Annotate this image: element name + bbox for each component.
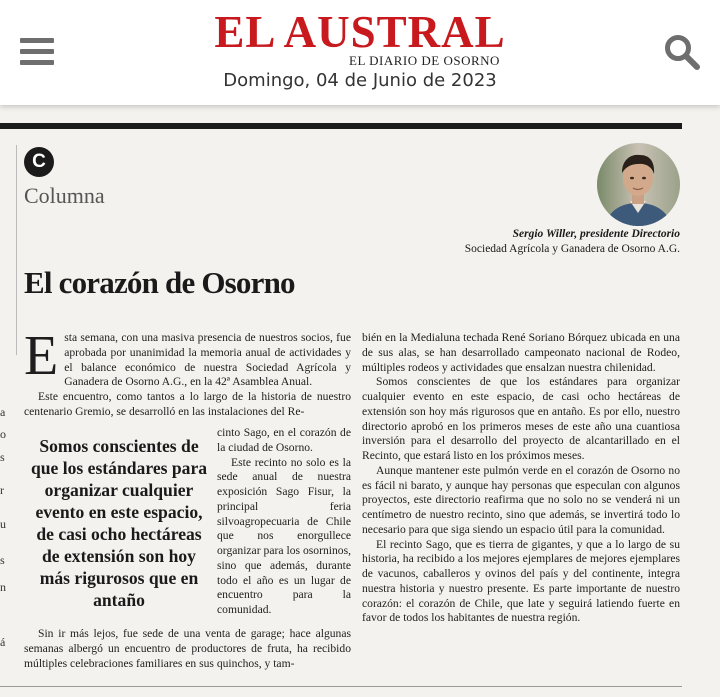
newspaper-page: a o s r u s n á C Columna Sergio Willer, presidente Directorio Sociedad Agrícola y Ganadera de Osorno A.G. El corazón de Osorno Esta semana, con una masiva presencia de nuestros socios, fue aprobada por unanimidad la memoria anual de actividades y el balance económico de nuestra Sociedad Agrícola y Ganadera de Osorno A.G., en la 42ª Asamblea Anual. Este encuentro, como tantos a lo largo de la historia de nuestro centenario Gremio, se desarrolló en las instalaciones del Re- Somos conscientes de que los estándares para organizar cualquier evento en este espacio, de casi ocho hectáreas de extensión son hoy más rigurosos que en antaño cinto Sago, en el corazón de la ciudad de Osorno. Este recinto no solo es la sede anual de nuestra exposición Sago Fisur, la principal feria silvoagropecuaria de Chile que nos enorgullece organizar para los osorninos, sino que además, durante todo el año es un lugar de encuentro para la comunidad. Sin ir más lejos, fue sede de una venta de garage; hace algunas semanas albergó un encuentro de productores de fruta, ha recibido múltiples celebraciones familiares en sus quinchos, y tam- bién en la Medialuna techada René Soriano Bórquez ubicada en una de sus alas, se han desarrollado campeonato nacional de Rodeo, múltiples rodeos y actividades que ensalzan nuestra chilenidad. Somos conscientes de que los estándares para organizar cualquier evento en este espacio, de casi ocho hectáreas de extensión son hoy más rigurosos que en antaño. Es por ello, nuestro directorio aprobó en los primeros meses de este año una cuantiosa inversión para el desarrollo del proyecto de alcantarillado en el Recinto, que estará listo en los próximos meses. Aunque mantener este pulmón verde en el corazón de Osorno no es fácil ni barato, y aunque hay personas que especulan con algunos proyectos, este directorio reafirma que no solo no se venderá ni un centímetro de nuestro recinto, sino que además, se invertirá todo lo necesario para que siga siendo un espacio útil para la comunidad. El recinto Sago, que es tierra de gigantes, y que a lo largo de su historia, ha recibido a los mejores ejemplares de mejores ejemplares de vacunos, caballeros y ovinos del país y del continente, integra nuestra historia y nuestro presente. Es parte importante de nuestro corazón: el corazón de Chile, que late y seguirá latiendo fuerte en favor de todos los habitantes de nuestra región. (0, 105, 720, 697)
app-header (0, 0, 720, 105)
article-title: El corazón de Osorno (24, 265, 295, 300)
author-name: Sergio Willer, presidente Directorio (512, 228, 680, 240)
paragraph: Somos conscientes de que los estándares para organizar cualquier evento en este espacio, de casi ocho hectáreas de extensión son hoy más rigurosos que en antaño. Es por ello, nuestro directorio aprobó en los primeros meses de este año una cuantiosa inversión para el desarrollo del proyecto de alcantarillado en el Recinto, que estará listo en los próximos meses. (362, 375, 680, 462)
section-label: Columna (24, 183, 105, 208)
paragraph: Este encuentro, como tantos a lo largo de la historia de nuestro centenario Gremio, se desarrolló en las instalaciones del Re- (24, 390, 351, 418)
author-photo (597, 143, 680, 226)
paragraph: Aunque mantener este pulmón verde en el corazón de Osorno no es fácil ni barato, y aunque hay personas que especulan con algunos proyectos, este directorio reafirma que no solo no se venderá ni un centímetro de nuestro recinto, sino que además, se invertirá todo lo necesario para que siga siendo un espacio útil para la comunidad. (362, 463, 680, 536)
paragraph: Este recinto no solo es la sede anual de nuestra exposición Sago Fisur, la principal feria silvoagropecuaria de Chile que nos enorgullece organizar para los osorninos, sino que además, durante todo el año es un lugar de encuentro para la comunidad. (217, 455, 351, 616)
column-divider (16, 145, 17, 355)
article-column-narrow (217, 426, 351, 618)
article-column-left (24, 325, 351, 420)
article-column-right (362, 331, 680, 626)
paragraph: El recinto Sago, que es tierra de gigantes, y que a lo largo de su historia, ha recibido a los mejores ejemplares de mejores ejemplares de vacunos, caballeros y ovinos del país y del continente, integra nuestra historia y nuestro presente. Es parte importante de nuestro corazón: el corazón de Chile, que late y seguirá latiendo fuerte en favor de todos los habitantes de nuestra región. (362, 537, 680, 625)
paragraph: Sin ir más lejos, fue sede de una venta de garage; hace algunas semanas albergó un encuentro de productores de fruta, ha recibido múltiples celebraciones familiares en sus quinchos, y tam- (24, 627, 351, 670)
paragraph: Esta semana, con una masiva presencia de nuestros socios, fue aprobada por unanimidad la memoria anual de actividades y el balance económico de nuestra Sociedad Agrícola y Ganadera de Osorno A.G., en la 42ª Asamblea Anual. (24, 325, 351, 389)
paragraph: cinto Sago, en el corazón de la ciudad de Osorno. (217, 426, 351, 454)
column-icon: C (24, 147, 54, 177)
search-icon[interactable] (663, 33, 701, 71)
masthead (0, 8, 720, 56)
drop-cap: E (24, 325, 59, 387)
byline (465, 227, 680, 257)
brand-logo[interactable]: EL AUSTRAL (214, 7, 506, 57)
top-rule (0, 123, 682, 129)
paragraph: bién en la Medialuna techada René Soriano Bórquez ubicada en una de sus alas, se han desarrollado campeonato nacional de Rodeo, múltiples rodeos y actividades que ensalzan nuestra chilenidad. (362, 331, 680, 374)
brand-subtitle: EL DIARIO DE OSORNO (349, 53, 500, 68)
article-column-left-bottom (24, 627, 351, 671)
edition-date: Domingo, 04 de Junio de 2023 (223, 70, 497, 91)
author-organization: Sociedad Agrícola y Ganadera de Osorno A.G. (464, 243, 680, 255)
bottom-rule (0, 686, 682, 687)
pull-quote: Somos conscientes de que los estándares para organizar cualquier evento en este espacio, de casi ocho hectáreas de extensión son hoy más rigurosos que en antaño (30, 436, 208, 610)
